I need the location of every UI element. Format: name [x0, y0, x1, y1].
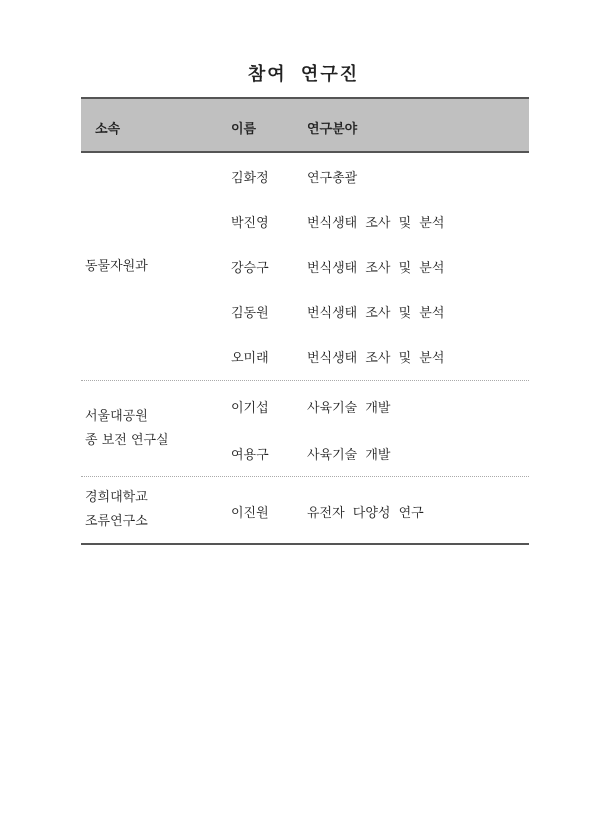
member-name: 이기섭 [231, 401, 269, 416]
table-header [81, 97, 529, 153]
member-name: 강승구 [231, 261, 269, 276]
header-name: 이름 [231, 122, 257, 137]
header-field: 연구분야 [307, 122, 358, 137]
table-row [81, 381, 529, 428]
table-row [81, 198, 529, 243]
affiliation-group [81, 153, 529, 381]
table-row [81, 428, 529, 475]
table-row [81, 243, 529, 288]
affiliation-group [81, 477, 529, 545]
member-name: 이진원 [231, 506, 269, 521]
member-field: 번식생태 조사 및 분석 [307, 306, 445, 321]
member-field: 유전자 다양성 연구 [307, 506, 424, 521]
member-name: 김화정 [231, 171, 269, 186]
affiliation-line: 종 보전 연구실 [85, 432, 169, 448]
table-row [81, 288, 529, 333]
member-field: 번식생태 조사 및 분석 [307, 261, 445, 276]
member-name: 김동원 [231, 306, 269, 321]
header-affiliation: 소속 [95, 122, 121, 137]
research-team-table [81, 97, 529, 545]
affiliation-line: 서울대공원 [85, 408, 148, 424]
member-name: 오미래 [231, 351, 269, 366]
table-row [81, 153, 529, 198]
affiliation-line: 경희대학교 [85, 490, 148, 505]
member-name: 박진영 [231, 216, 269, 231]
member-field: 번식생태 조사 및 분석 [307, 216, 445, 231]
member-field: 사육기술 개발 [307, 448, 391, 463]
member-field: 사육기술 개발 [307, 401, 391, 416]
table-row [81, 333, 529, 378]
member-name: 여용구 [231, 448, 269, 463]
affiliation-group [81, 381, 529, 477]
page-title: 참여 연구진 [247, 64, 360, 85]
affiliation-line: 조류연구소 [85, 514, 148, 529]
affiliation-line: 동물자원과 [85, 258, 148, 274]
table-row [81, 477, 529, 543]
member-field: 연구총괄 [307, 171, 358, 186]
member-field: 번식생태 조사 및 분석 [307, 351, 445, 366]
